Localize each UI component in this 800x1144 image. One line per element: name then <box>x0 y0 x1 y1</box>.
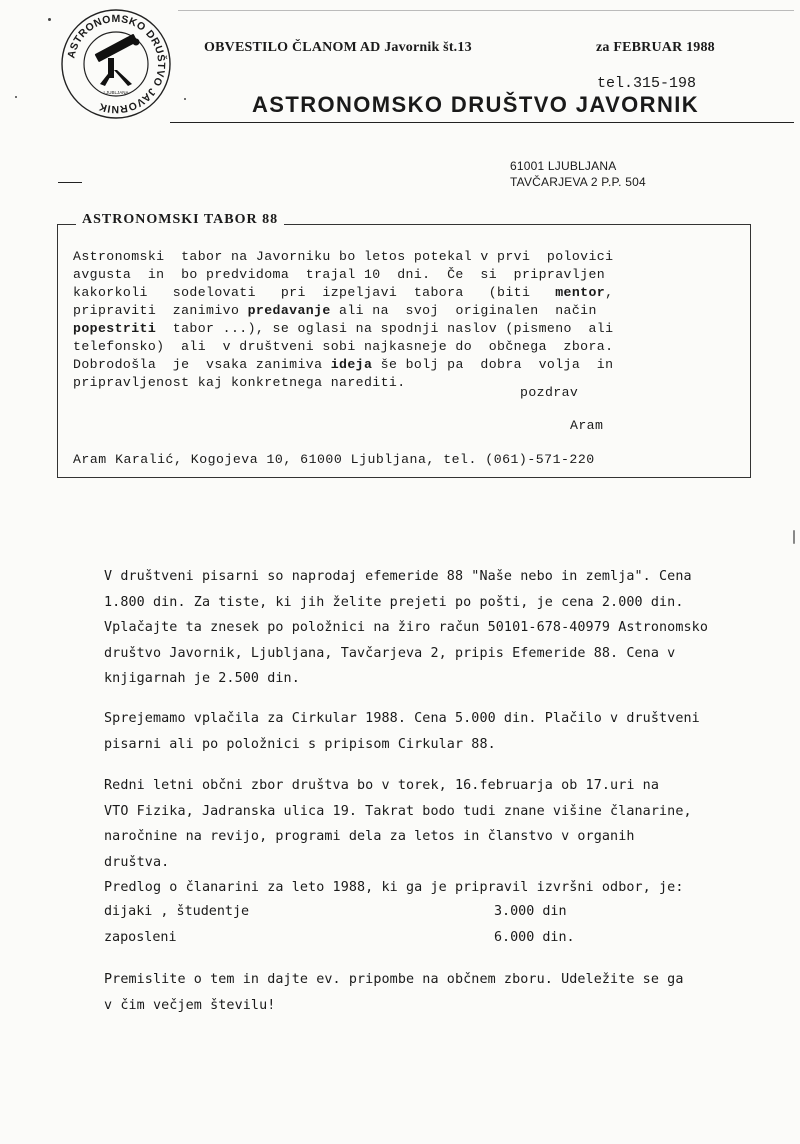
camp-notice-line: Astronomski tabor na Javorniku bo letos potekal v prvi polovici <box>73 249 614 264</box>
paragraph-line: Premislite o tem in dajte ev. pripombe na občnem zboru. Udeležite se ga <box>104 972 684 987</box>
fee-group: zaposleni <box>104 929 177 945</box>
paragraph-line: 1.800 din. Za tiste, ki jih želite prejeti po pošti, je cena 2.000 din. <box>104 594 684 610</box>
bulletin-month: za FEBRUAR 1988 <box>596 40 715 55</box>
svg-text:ASTRONOMSKO DRUŠTVO JAVORNIK: ASTRONOMSKO DRUŠTVO JAVORNIK <box>65 12 168 116</box>
society-name: ASTRONOMSKO DRUŠTVO JAVORNIK <box>252 92 700 117</box>
address-line: 61001 LJUBLJANA <box>510 159 617 173</box>
paragraph-line: društvo Javornik, Ljubljana, Tavčarjeva 2, pripis Efemeride 88. Cena v <box>104 645 676 661</box>
paragraph-line: v čim večjem številu! <box>104 997 276 1013</box>
telescope-icon <box>95 34 140 86</box>
camp-notice-text <box>73 248 733 392</box>
paragraph-line: V društveni pisarni so naprodaj efemeride 88 "Naše nebo in zemlja". Cena <box>104 569 692 584</box>
fee-amount: 3.000 din <box>494 904 567 919</box>
header-top-rule <box>178 10 794 11</box>
camp-notice-line: telefonsko) ali v društveni sobi najkasneje do občnega zbora. <box>73 339 614 354</box>
assembly-paragraph <box>104 773 744 901</box>
camp-notice-title: ASTRONOMSKI TABOR 88 <box>76 212 284 228</box>
membership-fee-table <box>104 899 604 950</box>
address-line: TAVČARJEVA 2 P.P. 504 <box>510 175 646 189</box>
camp-notice-line: Dobrodošla je vsaka zanimiva ideja še bolj pa dobra volja in <box>73 357 614 372</box>
scan-speck <box>793 530 795 544</box>
society-logo <box>58 6 174 122</box>
fee-amount: 6.000 din. <box>494 929 575 945</box>
paragraph-line: VTO Fizika, Jadranska ulica 19. Takrat bodo tudi znane višine članarine, <box>104 803 692 819</box>
scan-speck <box>184 98 186 100</box>
paragraph-line: Redni letni občni zbor društva bo v torek, 16.februarja ob 17.uri na <box>104 778 660 793</box>
camp-notice-line: kakorkoli sodelovati pri izpeljavi tabora (biti mentor, <box>73 285 614 300</box>
camp-notice-line: popestriti tabor ...), se oglasi na spodnji naslov (pismeno ali <box>73 321 614 336</box>
paragraph-line: Vplačajte ta znesek po položnici na žiro račun 50101-678-40979 Astronomsko <box>104 620 708 635</box>
paragraph-line: knjigarnah je 2.500 din. <box>104 671 300 686</box>
postal-address <box>510 158 646 190</box>
paragraph-line: Sprejemamo vplačila za Cirkular 1988. Cena 5.000 din. Plačilo v društveni <box>104 711 700 726</box>
paragraph-line: društva. <box>104 854 170 870</box>
svg-text:LJUBLJANA: LJUBLJANA <box>103 90 129 95</box>
ephemeris-paragraph <box>104 564 744 692</box>
camp-notice-line: avgusta in bo predvidoma trajal 10 dni. Če si pripravljen <box>73 267 606 282</box>
camp-signature: Aram <box>570 418 604 433</box>
paragraph-line: Predlog o članarini za leto 1988, ki ga je pripravil izvršni odbor, je: <box>104 880 684 895</box>
fee-group: dijaki , študentje <box>104 904 250 919</box>
fee-row <box>104 925 604 951</box>
paragraph-line: pisarni ali po položnici s pripisom Cirkular 88. <box>104 736 496 752</box>
scan-speck <box>48 18 51 21</box>
phone-number: tel.315-198 <box>597 75 697 92</box>
camp-notice-line: pripravljenost kaj konkretnega narediti. <box>73 375 406 390</box>
camp-greeting: pozdrav <box>520 385 579 400</box>
fold-mark <box>58 182 82 183</box>
camp-contact: Aram Karalić, Kogojeva 10, 61000 Ljubljana, tel. (061)-571-220 <box>73 452 595 467</box>
fee-row <box>104 899 604 925</box>
circular-paragraph <box>104 706 744 757</box>
scan-speck <box>15 96 17 98</box>
camp-notice-line: pripraviti zanimivo predavanje ali na svoj originalen način <box>73 303 597 318</box>
bulletin-title: OBVESTILO ČLANOM AD Javornik št.13 <box>204 40 472 55</box>
paragraph-line: naročnine na revijo, programi dela za letos in članstvo v organih <box>104 829 635 844</box>
header-rule <box>170 122 794 123</box>
closing-paragraph <box>104 967 744 1018</box>
